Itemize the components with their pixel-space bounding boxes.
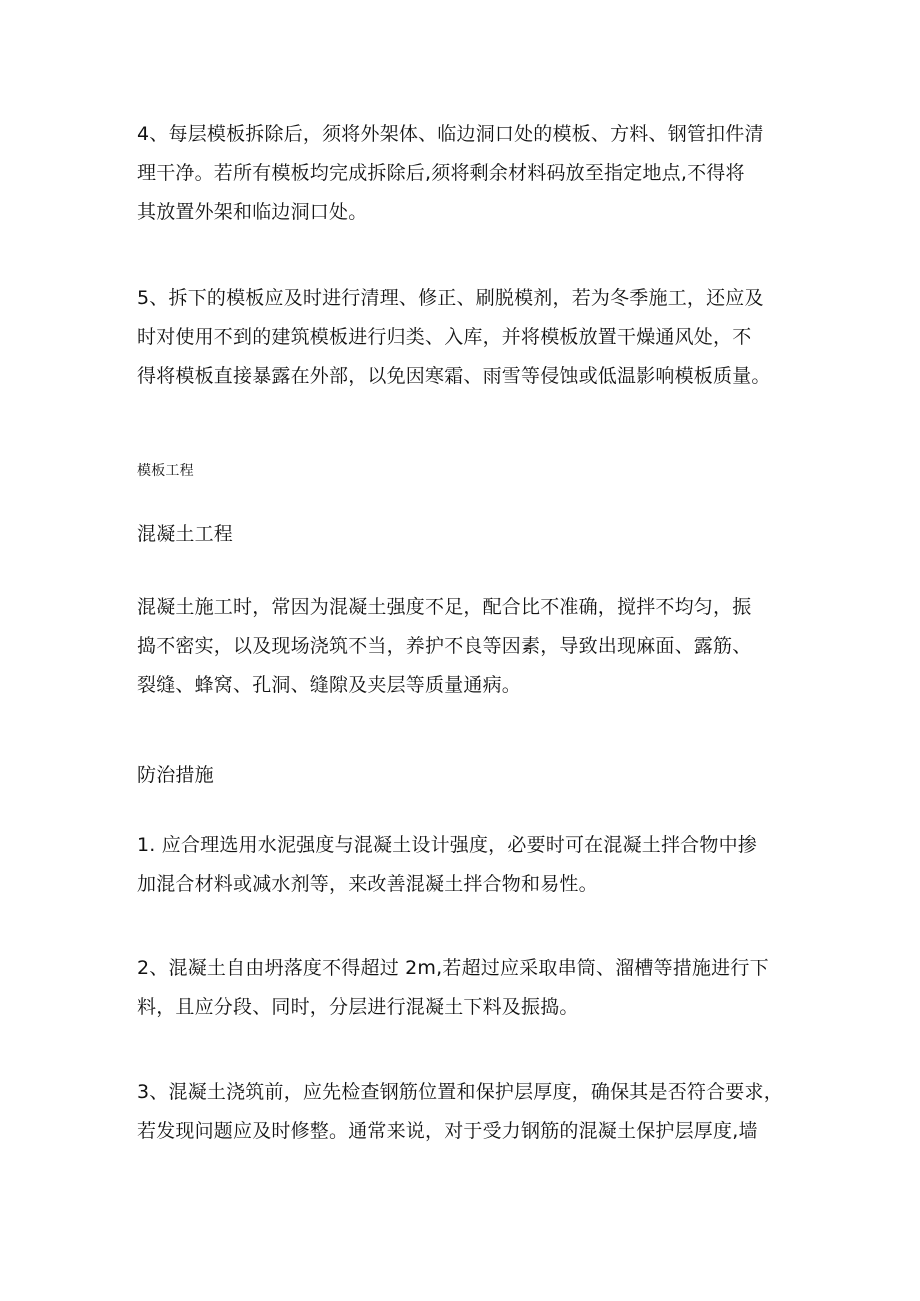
- small-label-block: [137, 461, 787, 481]
- paragraph-line: 时对使用不到的建筑模板进行归类、入库，并将模板放置干燥通风处，不: [137, 326, 752, 348]
- paragraph-item-5: [137, 279, 787, 396]
- paragraph-line: 得将模板直接暴露在外部，以免因寒霜、雨雪等侵蚀或低温影响模板质量。: [137, 365, 771, 387]
- paragraph-line: 2、混凝土自由坍落度不得超过 2m,若超过应采取串筒、溜槽等措施进行下: [137, 957, 769, 979]
- measures-title-block: [137, 762, 787, 788]
- measures-title: 防治措施: [137, 764, 214, 786]
- section-title-block: [137, 521, 787, 547]
- paragraph-line: 理干净。若所有模板均完成拆除后,须将剩余材料码放至指定地点,不得将: [137, 162, 745, 184]
- paragraph-line: 裂缝、蜂窝、孔洞、缝隙及夹层等质量通病。: [137, 674, 522, 696]
- paragraph-line: 3、混凝土浇筑前，应先检查钢筋位置和保护层厚度，确保其是否符合要求，: [137, 1081, 783, 1103]
- paragraph-line: 若发现问题应及时修整。通常来说，对于受力钢筋的混凝土保护层厚度,墙: [137, 1120, 758, 1142]
- measure-item-3: [137, 1073, 787, 1151]
- paragraph-line: 1. 应合理选用水泥强度与混凝土设计强度，必要时可在混凝土拌合物中掺: [137, 834, 757, 856]
- paragraph-line: 加混合材料或减水剂等，来改善混凝土拌合物和易性。: [137, 873, 598, 895]
- measure-item-2: [137, 949, 787, 1027]
- small-label: 模板工程: [137, 463, 194, 479]
- paragraph-line: 料，且应分段、同时，分层进行混凝土下料及振捣。: [137, 996, 579, 1018]
- section-title: 混凝土工程: [137, 523, 234, 545]
- paragraph-line: 混凝土施工时，常因为混凝土强度不足，配合比不准确，搅拌不均匀，振: [137, 596, 752, 618]
- measure-item-1: [137, 826, 787, 904]
- paragraph-line: 5、拆下的模板应及时进行清理、修正、刷脱模剂，若为冬季施工，还应及: [137, 287, 764, 309]
- paragraph-line: 其放置外架和临边洞口处。: [137, 201, 368, 223]
- intro-paragraph: [137, 588, 787, 705]
- paragraph-item-4: [137, 115, 787, 232]
- paragraph-line: 4、每层模板拆除后，须将外架体、临边洞口处的模板、方料、钢管扣件清: [137, 123, 764, 145]
- paragraph-line: 捣不密实，以及现场浇筑不当，养护不良等因素，导致出现麻面、露筋、: [137, 635, 752, 657]
